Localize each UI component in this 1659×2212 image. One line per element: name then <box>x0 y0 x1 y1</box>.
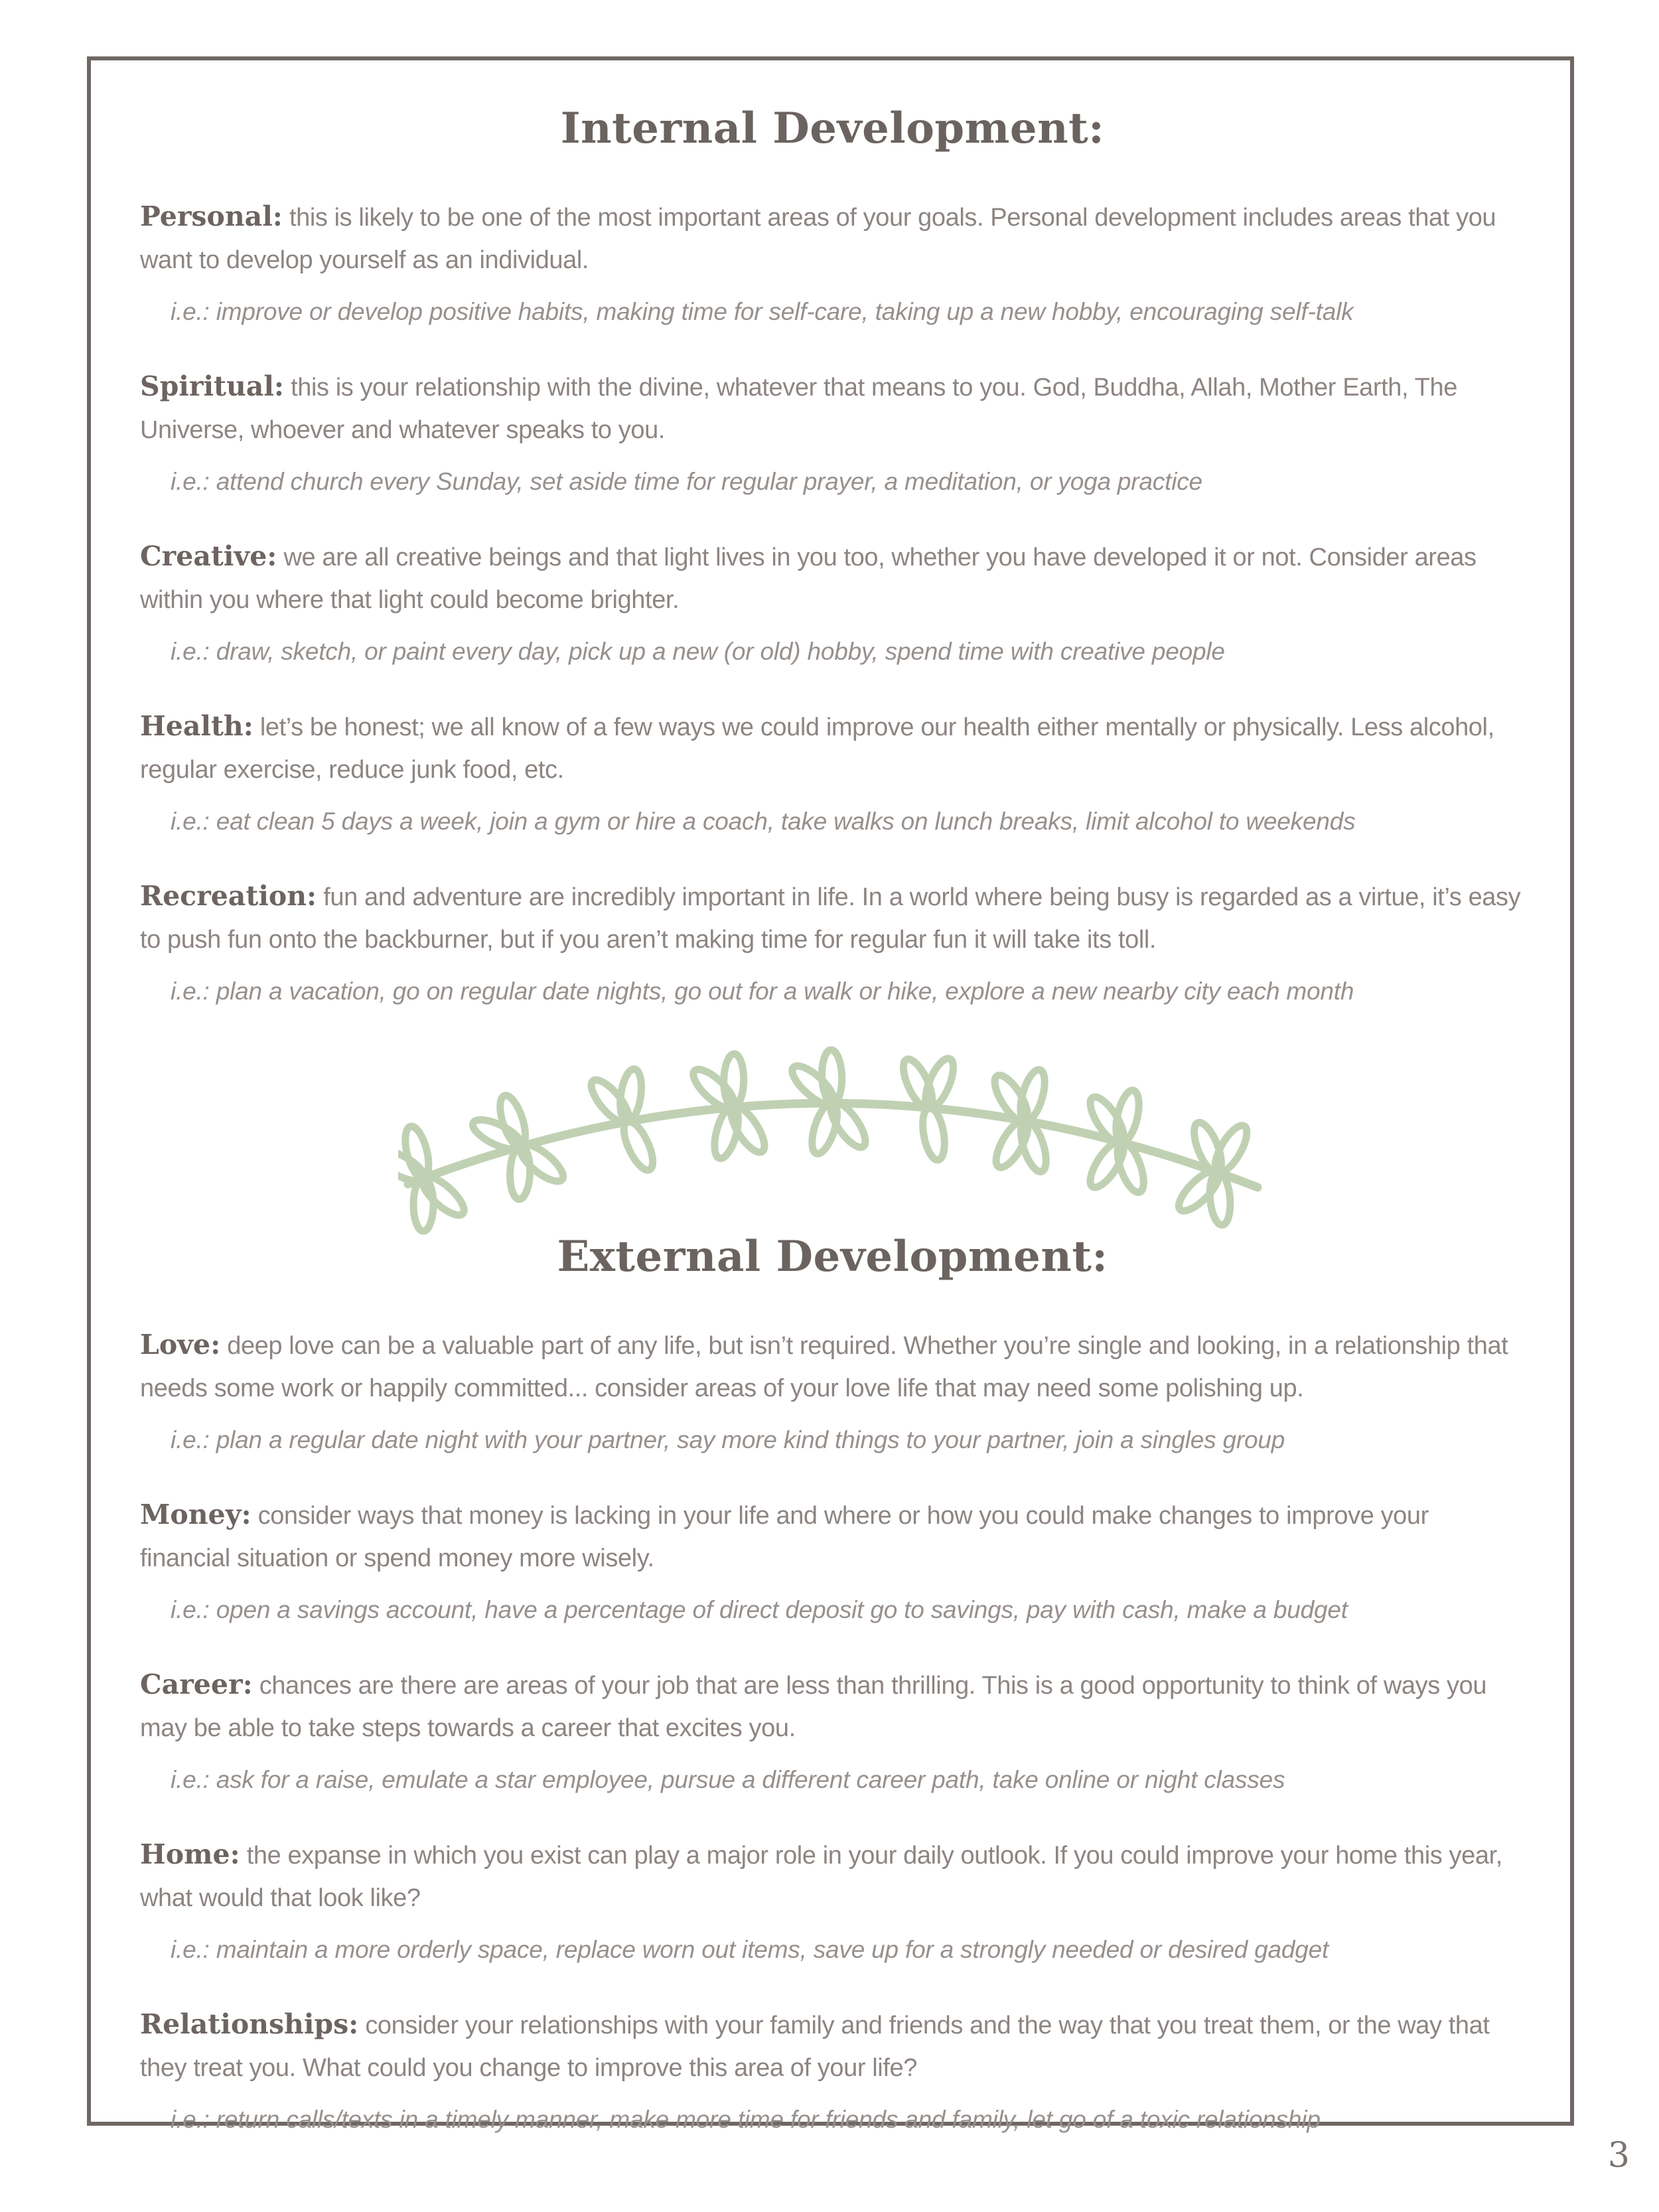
vine-flourish-icon <box>140 1045 1525 1240</box>
section-paragraph <box>140 535 1525 621</box>
section-example: i.e.: open a savings account, have a percentage of direct deposit go to savings, pay with cash, make a budget <box>171 1596 1348 1623</box>
section-example: i.e.: draw, sketch, or paint every day, pick up a new (or old) hobby, spend time with creative people <box>171 638 1225 665</box>
section-health <box>140 705 1525 843</box>
section-career <box>140 1663 1525 1801</box>
section-recreation <box>140 875 1525 1013</box>
section-example: i.e.: maintain a more orderly space, replace worn out items, save up for a strongly needed or desired gadget <box>171 1936 1329 1963</box>
section-paragraph <box>140 195 1525 281</box>
external-development-title: External Development: <box>557 1232 1108 1282</box>
section-example: i.e.: return calls/texts in a timely manner, make more time for friends and family, let go of a toxic relationship <box>171 2106 1321 2133</box>
section-paragraph <box>140 1663 1525 1749</box>
section-label: Creative: <box>140 540 277 572</box>
section-label: Personal: <box>140 200 283 232</box>
section-paragraph <box>140 365 1525 451</box>
section-relationships <box>140 2003 1525 2141</box>
section-spiritual <box>140 365 1525 503</box>
section-label: Recreation: <box>140 880 317 912</box>
section-paragraph <box>140 2003 1525 2089</box>
section-example: i.e.: ask for a raise, emulate a star employee, pursue a different career path, take online or night classes <box>171 1766 1285 1793</box>
section-label: Money: <box>140 1499 252 1530</box>
section-label: Health: <box>140 710 253 742</box>
section-body: this is your relationship with the divine, whatever that means to you. God, Buddha, Allah, Mother Earth, The Universe, whoever and whatever speaks to you. <box>140 374 1457 444</box>
section-label: Relationships: <box>140 2008 359 2040</box>
section-label: Career: <box>140 1668 253 1700</box>
page-number: 3 <box>1607 2136 1630 2175</box>
section-paragraph <box>140 1833 1525 1919</box>
section-example: i.e.: attend church every Sunday, set aside time for regular prayer, a meditation, or yoga practice <box>171 468 1202 495</box>
section-paragraph <box>140 1493 1525 1580</box>
section-body: deep love can be a valuable part of any life, but isn’t required. Whether you’re single and looking, in a relationship that needs some work or happily committed... consider areas of your love life that may need some polishing up. <box>140 1332 1508 1402</box>
section-personal <box>140 195 1525 333</box>
section-home <box>140 1833 1525 1971</box>
page-frame <box>87 56 1574 2133</box>
section-body: consider ways that money is lacking in your life and where or how you could make changes to improve your financial situation or spend money more wisely. <box>140 1502 1429 1572</box>
section-example: i.e.: plan a regular date night with your partner, say more kind things to your partner, join a singles group <box>171 1426 1285 1453</box>
section-body: chances are there are areas of your job that are less than thrilling. This is a good opportunity to think of ways you may be able to take steps towards a career that excites you. <box>140 1672 1487 1742</box>
section-example: i.e.: improve or develop positive habits, making time for self-care, taking up a new hobby, encouraging self-talk <box>171 298 1354 325</box>
section-paragraph <box>140 875 1525 961</box>
section-money <box>140 1493 1525 1631</box>
section-body: we are all creative beings and that light lives in you too, whether you have developed it or not. Consider areas within you where that light could become brighter. <box>140 544 1477 614</box>
section-label: Love: <box>140 1329 221 1361</box>
internal-development-title: Internal Development: <box>560 104 1105 153</box>
section-paragraph <box>140 705 1525 791</box>
section-label: Spiritual: <box>140 370 285 402</box>
section-example: i.e.: eat clean 5 days a week, join a gym or hire a coach, take walks on lunch breaks, limit alcohol to weekends <box>171 808 1356 835</box>
section-body: the expanse in which you exist can play a major role in your daily outlook. If you could improve your home this year, what would that look like? <box>140 1842 1502 1912</box>
section-body: consider your relationships with your family and friends and the way that you treat them, or the way that they treat you. What could you change to improve this area of your life? <box>140 2012 1490 2082</box>
section-body: let’s be honest; we all know of a few ways we could improve our health either mentally or physically. Less alcohol, regular exercise, reduce junk food, etc. <box>140 713 1494 784</box>
section-paragraph <box>140 1323 1525 1410</box>
section-body: fun and adventure are incredibly important in life. In a world where being busy is regarded as a virtue, it’s easy to push fun onto the backburner, but if you aren’t making time for regular fun it will take its toll. <box>140 883 1521 954</box>
section-creative <box>140 535 1525 673</box>
section-body: this is likely to be one of the most important areas of your goals. Personal development includes areas that you want to develop yourself as an individual. <box>140 204 1496 274</box>
section-love <box>140 1323 1525 1461</box>
section-label: Home: <box>140 1838 240 1870</box>
section-example: i.e.: plan a vacation, go on regular date nights, go out for a walk or hike, explore a new nearby city each month <box>171 978 1354 1005</box>
